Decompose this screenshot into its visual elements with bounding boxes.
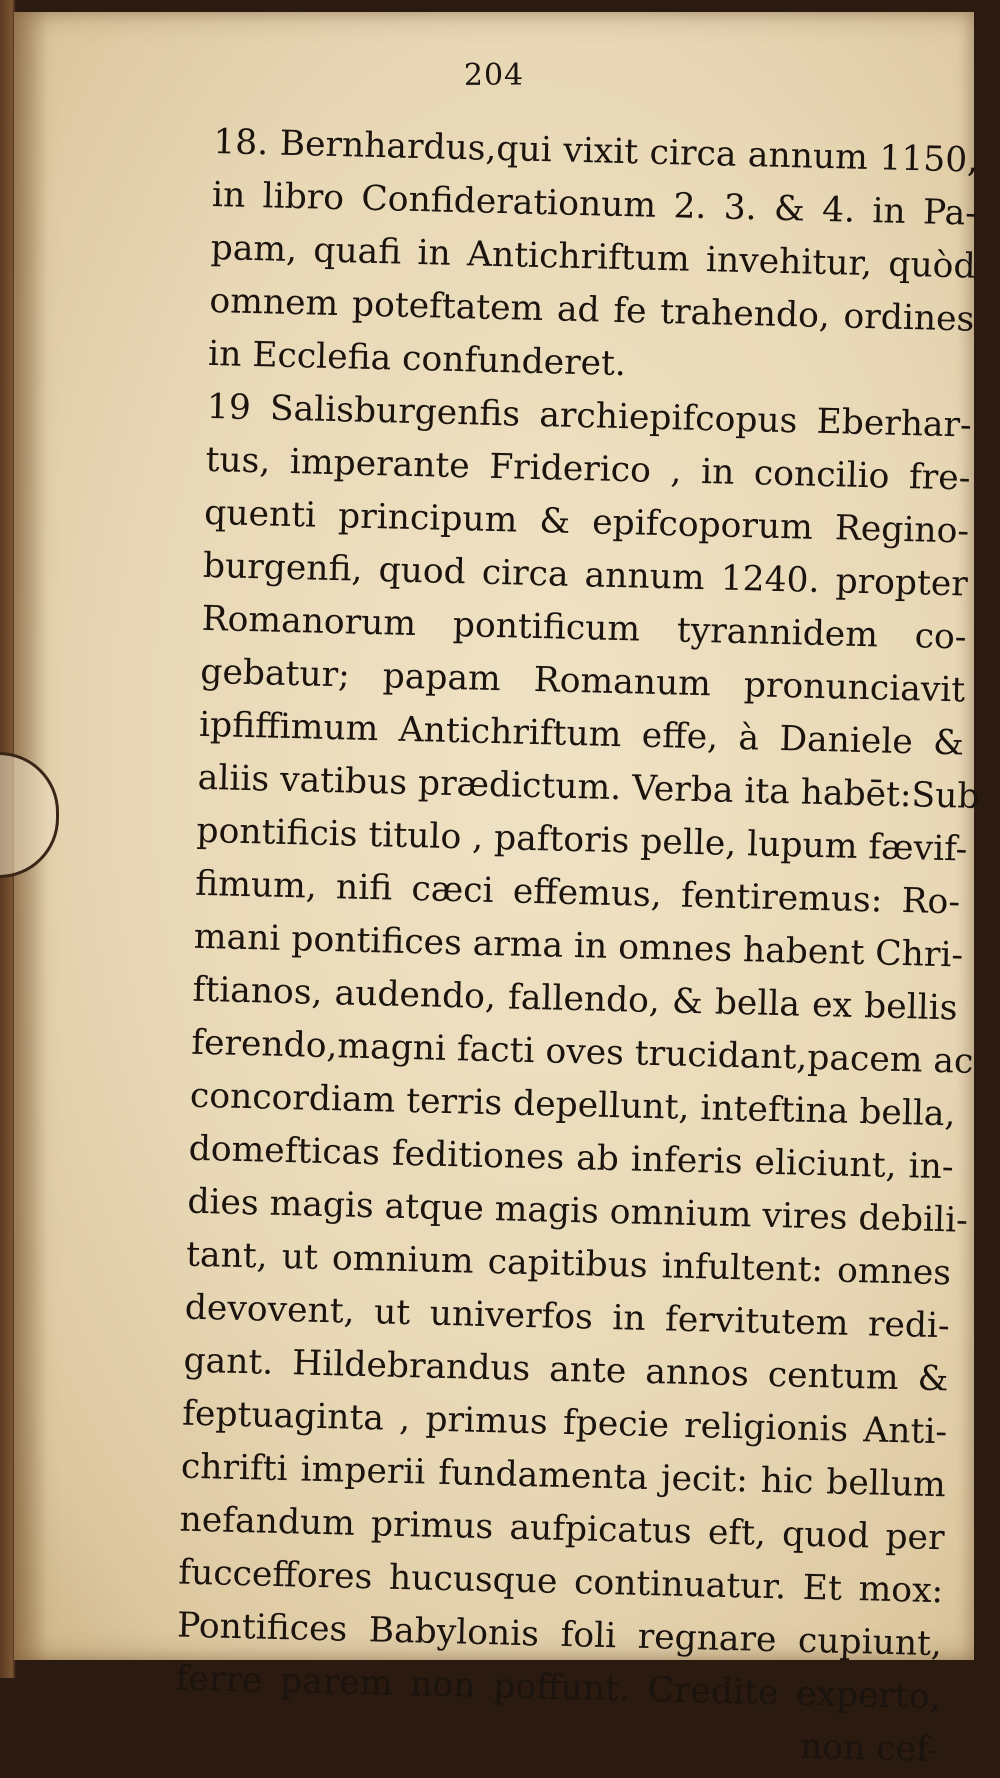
text-line: pam, quafi in Antichriftum invehitur, quòd	[210, 227, 977, 287]
text-line: domefticas feditiones ab inferis eliciunt, in-	[188, 1128, 955, 1188]
text-line: 19 Salisburgenfis archiepifcopus Eberhar-	[206, 386, 973, 446]
text-line: nefandum primus aufpicatus eft, quod per	[179, 1499, 945, 1559]
text-line: tant, ut omnium capitibus infultent: omnes	[185, 1234, 952, 1294]
text-line: gant. Hildebrandus ante annos centum &	[183, 1340, 949, 1400]
text-line: tus, imperante Friderico , in concilio fre-	[205, 439, 971, 499]
text-line: Pontifices Babylonis foli regnare cupiunt,	[176, 1605, 943, 1665]
text-line: 18. Bernhardus,qui vixit circa annum 1150,	[212, 121, 979, 181]
text-line: gebatur; papam Romanum pronunciavit	[199, 651, 966, 711]
text-line: omnem poteftatem ad fe trahendo, ordines	[208, 280, 975, 340]
text-line: ipfiffimum Antichriftum effe, à Daniele &	[198, 704, 965, 764]
page-number: 204	[463, 58, 525, 93]
catchword: non cef-	[799, 1726, 940, 1771]
text-line: devovent, ut univerfos in fervitutem redi-	[184, 1287, 951, 1347]
text-line: fimum, nifi cæci effemus, fentiremus: Ro-	[194, 863, 961, 923]
text-line: pontificis titulo , paftoris pelle, lupum fævif-	[196, 810, 968, 870]
text-line: in libro Confiderationum 2. 3. & 4. in Pa-	[211, 174, 978, 234]
book-page	[14, 12, 980, 1771]
clasp-icon	[0, 752, 59, 878]
text-line: concordiam terris depellunt, inteftina bella,	[189, 1075, 956, 1135]
text-line: quenti principum & epifcoporum Regino-	[203, 492, 970, 552]
text-line: dies magis atque magis omnium vires debili-	[186, 1181, 969, 1241]
text-line: aliis vatibus prædictum. Verba ita habēt:Sub	[197, 757, 980, 817]
text-line: chrifti imperii fundamenta jecit: hic bellum	[180, 1446, 947, 1506]
text-line: fucceffores hucusque continuatur. Et mox:	[177, 1552, 944, 1612]
body-text	[174, 116, 979, 1777]
text-line: ferendo,magni facti oves trucidant,pacem ac	[190, 1022, 974, 1082]
text-line: mani pontifices arma in omnes habent Chri-	[193, 916, 964, 976]
text-line: ftianos, audendo, fallendo, & bella ex bellis	[192, 969, 958, 1029]
text-line: burgenfi, quod circa annum 1240. propter	[202, 545, 969, 605]
text-line: ferre parem non poffunt. Credite experto,	[175, 1658, 942, 1718]
text-line: Romanorum pontificum tyrannidem co-	[201, 598, 967, 658]
text-line: in Ecclefia confunderet.	[207, 333, 627, 385]
text-line: feptuaginta , primus fpecie religionis Anti-	[181, 1393, 948, 1453]
